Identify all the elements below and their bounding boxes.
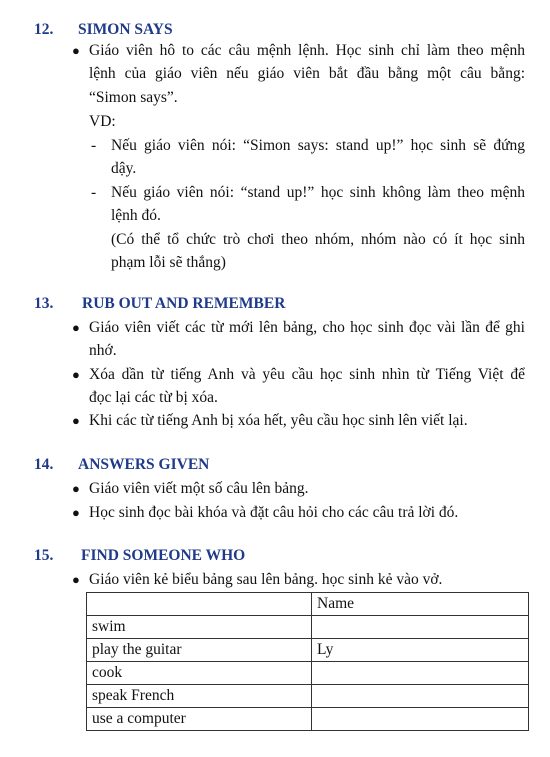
table-row [87, 685, 529, 708]
section-number: 12. [34, 21, 54, 38]
section-title: ANSWERS GIVEN [78, 456, 210, 473]
dash-icon: - [91, 184, 97, 201]
section-15-heading [34, 546, 245, 566]
activity-cell: speak French [87, 685, 312, 708]
bullet-icon: ● [72, 572, 80, 587]
text-line: Khi các từ tiếng Anh bị xóa hết, yêu cầu học sinh lên viết lại. [89, 412, 468, 429]
name-cell [312, 708, 529, 731]
name-cell [312, 616, 529, 639]
text-line: đọc lại các từ bị xóa. [89, 389, 218, 406]
text-line: nhớ. [89, 342, 117, 359]
example-label: VD: [89, 113, 116, 130]
section-number: 14. [34, 456, 54, 473]
section-12-heading [34, 20, 173, 40]
text-line: Nếu giáo viên nói: “Simon says: stand up!” học sinh sẽ đứng [111, 137, 525, 154]
table-header-cell: Name [312, 593, 529, 616]
section-title: FIND SOMEONE WHO [81, 547, 246, 564]
activity-cell: play the guitar [87, 639, 312, 662]
bullet-icon: ● [72, 367, 80, 382]
text-line: Giáo viên kẻ biểu bảng sau lên bảng. học sinh kẻ vào vở. [89, 571, 443, 588]
section-title: SIMON SAYS [78, 21, 173, 38]
section-title: RUB OUT AND REMEMBER [82, 295, 286, 312]
name-cell: Ly [312, 639, 529, 662]
section-number: 15. [34, 547, 54, 564]
text-line: Giáo viên viết một số câu lên bảng. [89, 480, 309, 497]
text-line: Học sinh đọc bài khóa và đặt câu hỏi cho các câu trả lời đó. [89, 504, 459, 521]
activity-cell: swim [87, 616, 312, 639]
table-header-row [87, 593, 529, 616]
activity-cell: use a computer [87, 708, 312, 731]
text-line: lệnh đó. [111, 207, 161, 224]
activity-cell: cook [87, 662, 312, 685]
find-someone-table [86, 592, 529, 731]
bullet-icon: ● [72, 481, 80, 496]
section-13-heading [34, 294, 285, 314]
table-row [87, 708, 529, 731]
name-cell [312, 685, 529, 708]
bullet-icon: ● [72, 505, 80, 520]
section-number: 13. [34, 295, 54, 312]
text-line: dậy. [111, 160, 137, 177]
dash-icon: - [91, 137, 97, 154]
text-line: “Simon says”. [89, 89, 178, 106]
bullet-icon: ● [72, 413, 80, 428]
table-row [87, 639, 529, 662]
bullet-icon: ● [72, 43, 80, 58]
text-line: lệnh của giáo viên nếu giáo viên bắt đầu bằng một câu bằng: [89, 65, 525, 82]
text-line: Xóa dần từ tiếng Anh và yêu cầu học sinh nhìn từ Tiếng Việt để [89, 366, 525, 383]
text-line: Giáo viên viết các từ mới lên bảng, cho học sinh đọc vài lần để ghi [89, 319, 525, 336]
section-14-heading [34, 455, 209, 475]
text-line: Giáo viên hô to các câu mệnh lệnh. Học sinh chỉ làm theo mệnh [89, 42, 525, 59]
table-row [87, 662, 529, 685]
table-row [87, 616, 529, 639]
text-line: Nếu giáo viên nói: “stand up!” học sinh không làm theo mệnh [111, 184, 525, 201]
name-cell [312, 662, 529, 685]
bullet-icon: ● [72, 320, 80, 335]
text-line: (Có thể tổ chức trò chơi theo nhóm, nhóm nào có ít học sinh [111, 231, 525, 248]
table-header-cell [87, 593, 312, 616]
text-line: phạm lỗi sẽ thắng) [111, 254, 226, 271]
